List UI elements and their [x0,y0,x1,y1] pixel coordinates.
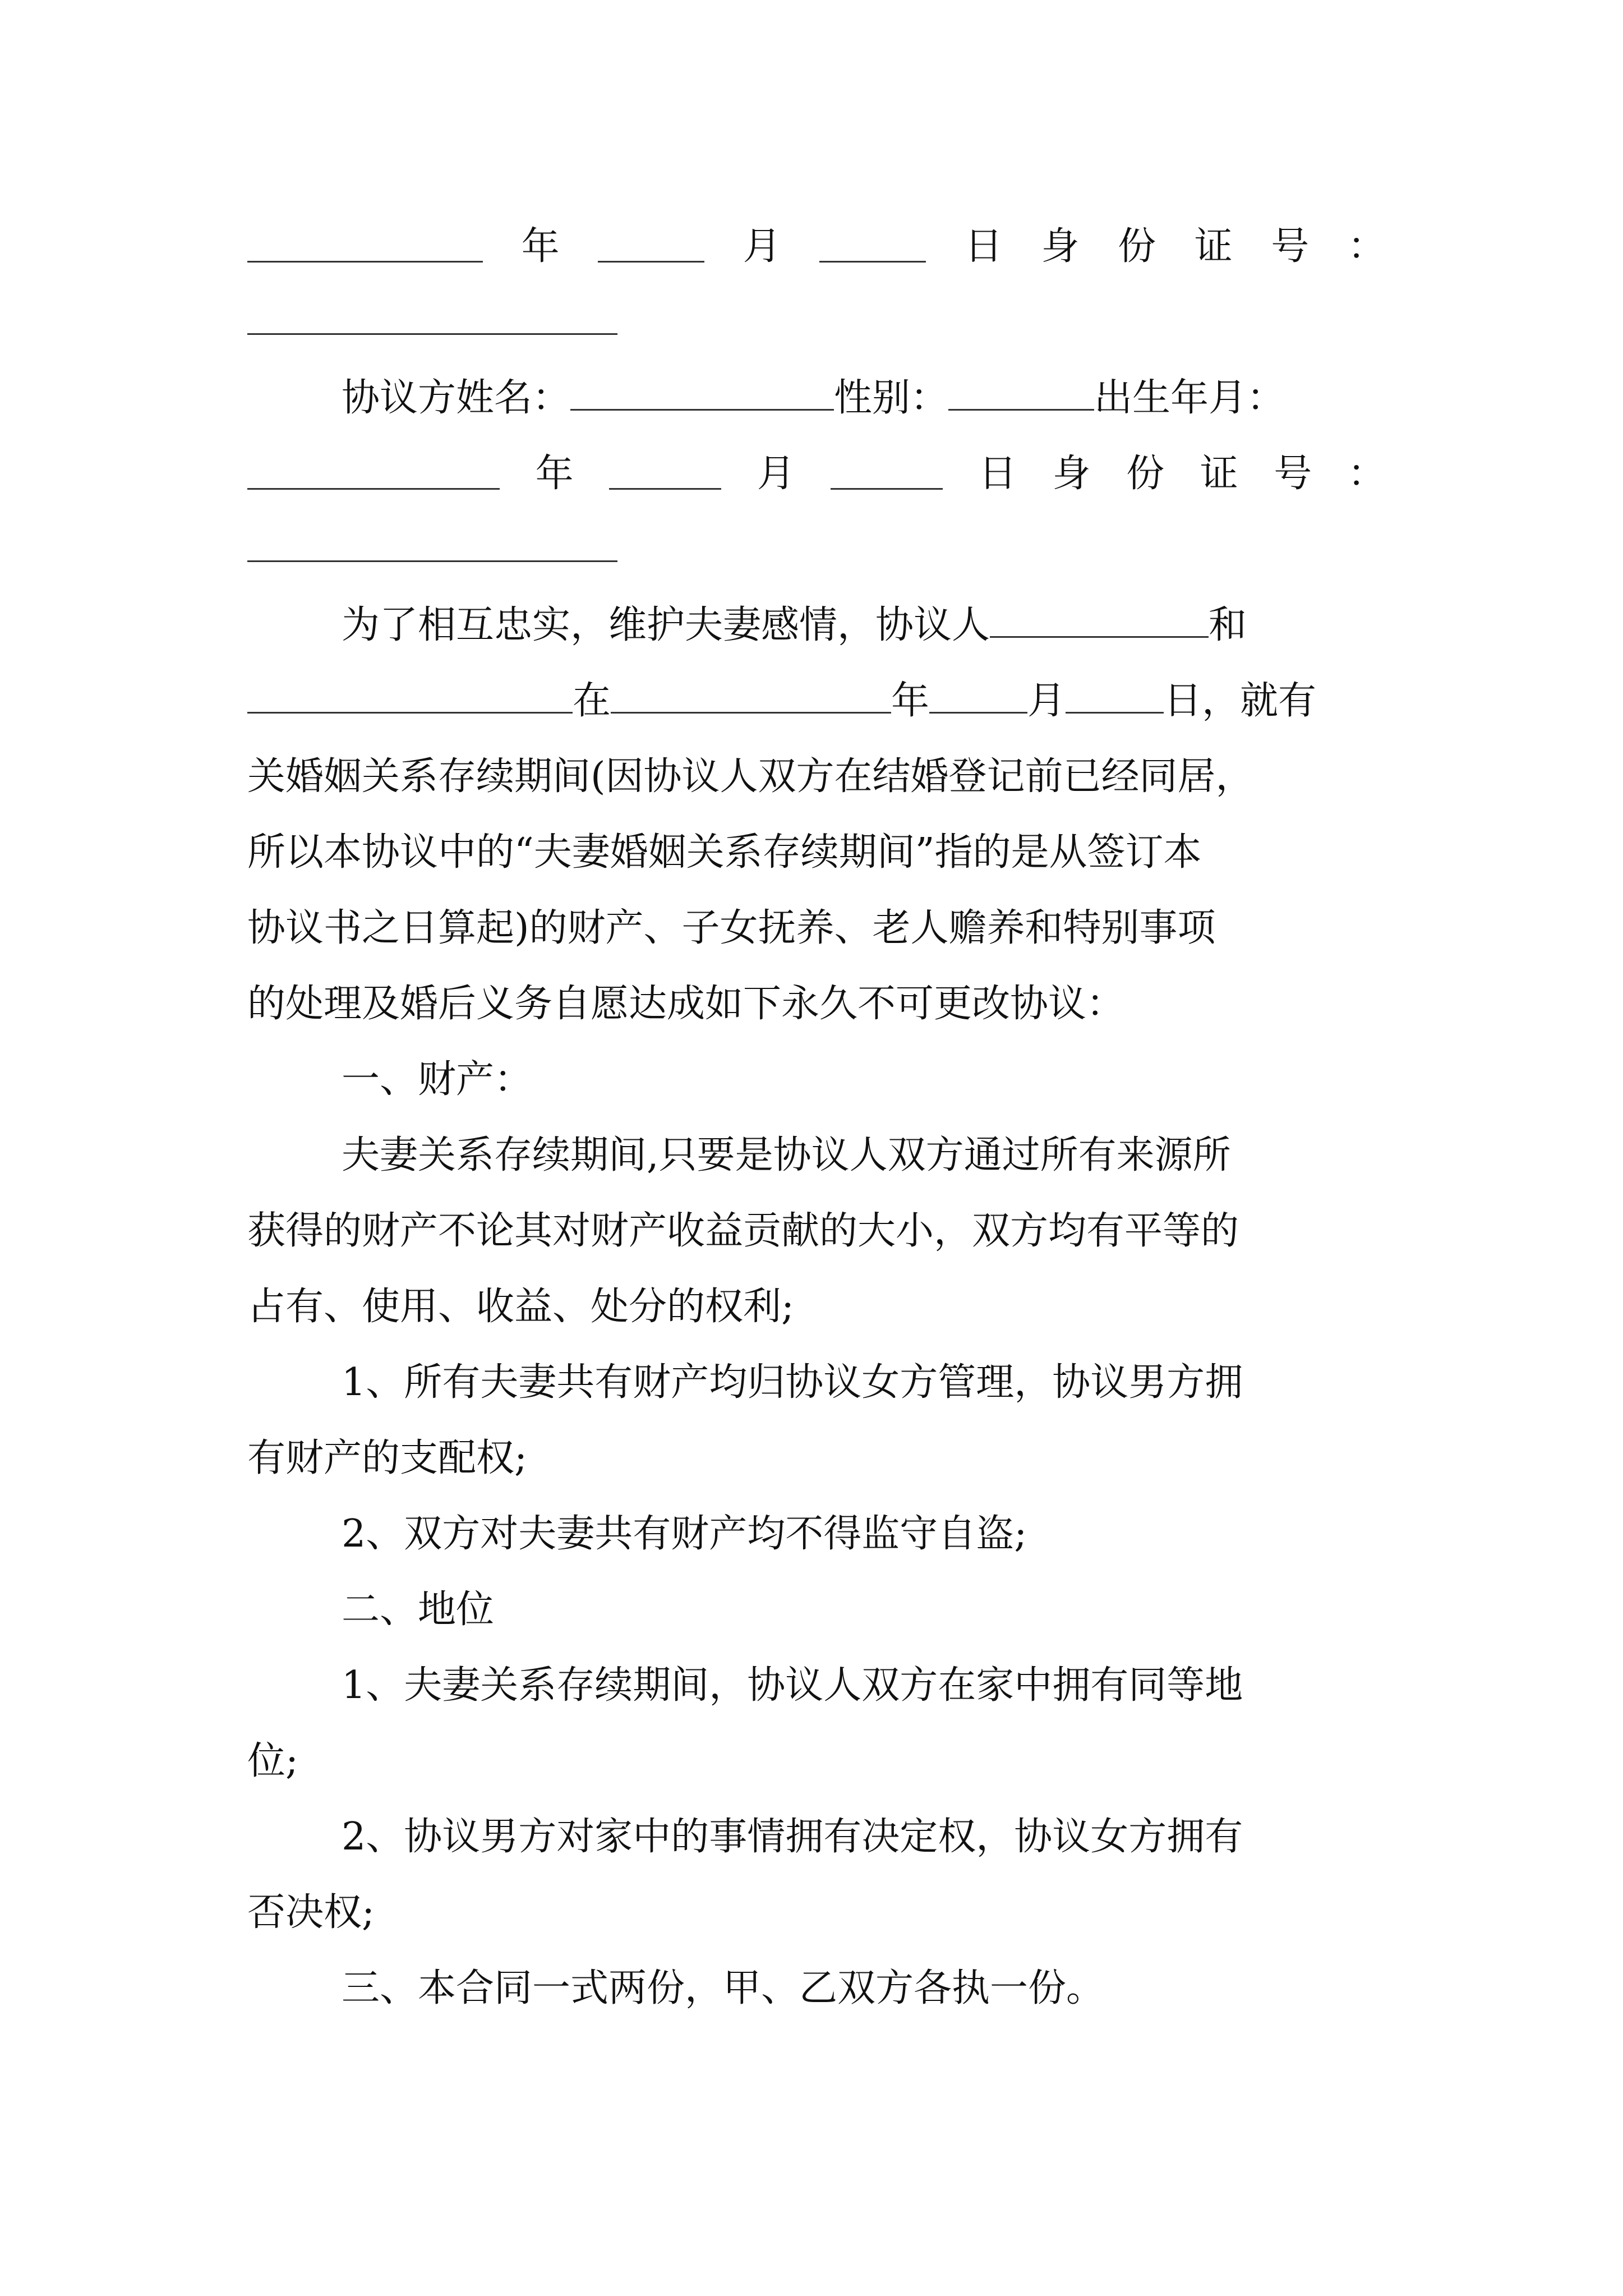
id-char-1b: 身 [1052,452,1091,496]
party-name-blank [570,380,834,411]
section-2-item-2-line-2: 否决权; [247,1890,375,1935]
party-name-label: 协议方姓名： [342,376,571,420]
and-label: 和 [1209,603,1247,647]
id-char-2: 份 [1118,224,1156,269]
section-1-item-2: 2、双方对夫妻共有财产均不得监守自盗; [342,1512,1027,1556]
id-char-1: 身 [1041,224,1080,269]
gender-blank [948,380,1094,411]
intro-line-1 [342,592,1386,659]
intro-day-blank [1066,683,1164,714]
birth-date-row-2 [247,440,1386,508]
id-number-blank-2 [247,531,617,562]
id-char-4b: 号 [1274,452,1312,496]
intro-line-2 [247,668,1386,735]
intro-day-label: 日，就有 [1164,679,1317,723]
intro-text-1: 为了相互忠实，维护夫妻感情，协议人 [342,603,990,647]
birth-label: 出生年月： [1094,376,1285,420]
party-b-blank [247,683,573,714]
birth-month-blank-2 [609,459,721,490]
section-1-item-1-line-1: 1、所有夫妻共有财产均归协议女方管理，协议男方拥 [342,1360,1243,1405]
id-char-3: 证 [1194,224,1233,269]
section-1-item-1-line-2: 有财产的支配权; [247,1436,527,1480]
id-char-4: 号 [1271,224,1310,269]
section-1-para-line-1: 夫妻关系存续期间,只要是协议人双方通过所有来源所 [342,1133,1231,1177]
intro-month-blank [929,683,1027,714]
birth-year-blank [247,232,483,263]
section-1-para-line-3: 占有、使用、收益、处分的权利; [247,1285,794,1329]
year-label-2: 年 [535,452,574,496]
intro-line-4: 所以本协议中的“夫妻婚姻关系存续期间”指的是从签订本 [247,830,1202,875]
party-a-blank [990,607,1209,638]
birth-year-blank-2 [247,459,500,490]
section-3-text: 三、本合同一式两份，甲、乙双方各执一份。 [342,1966,1105,2010]
id-char-2b: 份 [1126,452,1165,496]
id-colon: ： [1347,224,1386,269]
section-1-heading: 一、财产： [342,1057,533,1102]
intro-line-5: 协议书之日算起)的财产、子女抚养、老人赡养和特别事项 [247,906,1216,950]
gender-label: 性别： [834,376,949,420]
intro-year-label: 年 [891,679,930,723]
birth-month-blank [598,232,704,263]
day-char: 日 [964,224,1003,269]
day-char-2: 日 [978,452,1017,496]
birth-date-row-1 [247,213,1386,280]
year-label: 年 [521,224,560,269]
section-2-item-1-line-1: 1、夫妻关系存续期间，协议人双方在家中拥有同等地 [342,1663,1243,1708]
section-2-item-1-line-2: 位; [247,1739,298,1783]
section-1-para-line-2: 获得的财产不论其对财产收益贡献的大小，双方均有平等的 [247,1209,1239,1253]
month-label: 月 [743,224,781,269]
month-label-2: 月 [757,452,795,496]
section-2-item-2-line-1: 2、协议男方对家中的事情拥有决定权，协议女方拥有 [342,1815,1243,1859]
birth-day-blank [819,232,926,263]
id-number-row-2 [247,516,1386,583]
at-label: 在 [573,679,611,723]
id-colon-2: ： [1347,452,1386,496]
intro-line-3: 关婚姻关系存续期间(因协议人双方在结婚登记前已经同居， [247,754,1254,799]
id-char-3b: 证 [1200,452,1238,496]
id-number-row-1 [247,289,1386,356]
place-blank [611,683,891,714]
id-number-blank [247,304,617,335]
party-info-row [342,365,1386,432]
intro-line-6: 的处理及婚后义务自愿达成如下永久不可更改协议： [247,982,1125,1026]
intro-month-label: 月 [1027,679,1066,723]
section-2-heading: 二、地位 [342,1588,495,1632]
birth-day-blank-2 [831,459,943,490]
